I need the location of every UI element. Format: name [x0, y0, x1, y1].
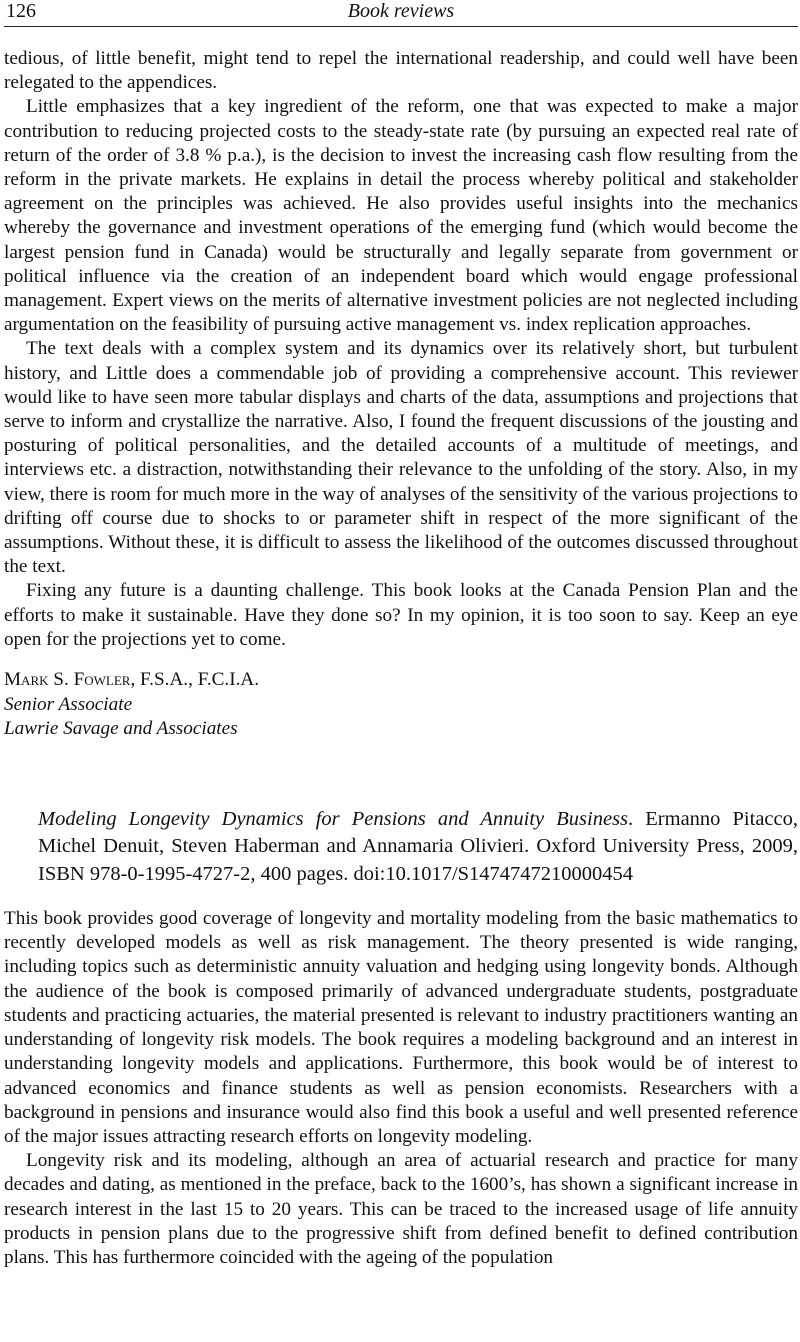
previous-review-body	[4, 47, 798, 652]
book-title: Modeling Longevity Dynamics for Pensions and Annuity Business	[38, 807, 629, 830]
next-review-body	[4, 907, 798, 1270]
paragraph: Longevity risk and its modeling, although an area of actuarial research and practice for many decades and dating, as mentioned in the preface, back to the 1600’s, has shown a significant increase in research interest in the last 15 to 20 years. This can be traced to the increased usage of life annuity products in pension plans due to the progressive shift from defined benefit to defined contribution plans. This has furthermore coincided with the ageing of the population	[4, 1150, 798, 1268]
paragraph: This book provides good coverage of longevity and mortality modeling from the basic mathematics to recently developed models as well as risk management. The theory presented is wide ranging, including topics such as deterministic annuity valuation and hedging using longevity bonds. Although the audience of the book is composed primarily of advanced undergraduate students, postgraduate students and practicing actuaries, the material presented is relevant to industry practitioners wanting an understanding of longevity risk models. The book requires a modeling background and an interest in understanding longevity models and applications. Furthermore, this book would be of interest to advanced economics and finance students as well as pension economists. Researchers with a background in pensions and insurance would also find this book a useful and well presented reference of the major issues attracting research efforts on longevity modeling.	[4, 908, 798, 1147]
running-head	[4, 0, 798, 27]
section-title: Book reviews	[347, 0, 455, 22]
page-number: 126	[6, 0, 36, 22]
reviewer-name: Mark S. Fowler, F.S.A., F.C.I.A.	[4, 669, 260, 691]
paragraph: tedious, of little benefit, might tend to repel the international readership, and could well have been relegated to the appendices.	[4, 48, 798, 94]
paragraph: Fixing any future is a daunting challenge. This book looks at the Canada Pension Plan and the efforts to make it sustainable. Have they done so? In my opinion, it is too soon to say. Keep an eye open for the projections yet to come.	[4, 580, 798, 650]
reviewer-signature	[4, 668, 798, 742]
reviewer-organization: Lawrie Savage and Associates	[4, 718, 238, 740]
book-citation	[4, 806, 798, 889]
book-details: . Ermanno Pitacco, Michel Denuit, Steven Haberman and Annamaria Olivieri. Oxford University Press, 2009, ISBN 978-0-1995-4727-2, 400 pages. doi:10.1017/S1474747210000454	[38, 807, 798, 885]
reviewer-role: Senior Associate	[4, 693, 133, 715]
paragraph: Little emphasizes that a key ingredient of the reform, one that was expected to make a major contribution to reducing projected costs to the steady-state rate (by pursuing an expected real rate of return of the order of 3.8 % p.a.), is the decision to invest the increasing cash flow resulting from the reform in the private markets. He explains in detail the process whereby political and stakeholder agreement on the principles was achieved. He also provides useful insights into the mechanics whereby the governance and investment operations of the emerging fund (which would become the largest pension fund in Canada) would be structurally and legally separate from government or political influence via the creation of an independent board which would engage professional management. Expert views on the merits of alternative investment policies are not neglected including argumentation on the feasibility of pursuing active management vs. index replication approaches.	[4, 96, 798, 336]
paragraph: The text deals with a complex system and its dynamics over its relatively short, but turbulent history, and Little does a commendable job of providing a comprehensive account. This reviewer would like to have seen more tabular displays and charts of the data, assumptions and projections that serve to inform and crystallize the narrative. Also, I found the frequent discussions of the jousting and posturing of political personalities, and the detailed accounts of a multitude of meetings, and interviews etc. a distraction, notwithstanding their relevance to the unfolding of the story. Also, in my view, there is room for much more in the way of analyses of the sensitivity of the various projections to drifting off course due to shocks to or parameter shift in respect of the more significant of the assumptions. Without these, it is difficult to assess the likelihood of the outcomes discussed throughout the text.	[4, 338, 798, 578]
